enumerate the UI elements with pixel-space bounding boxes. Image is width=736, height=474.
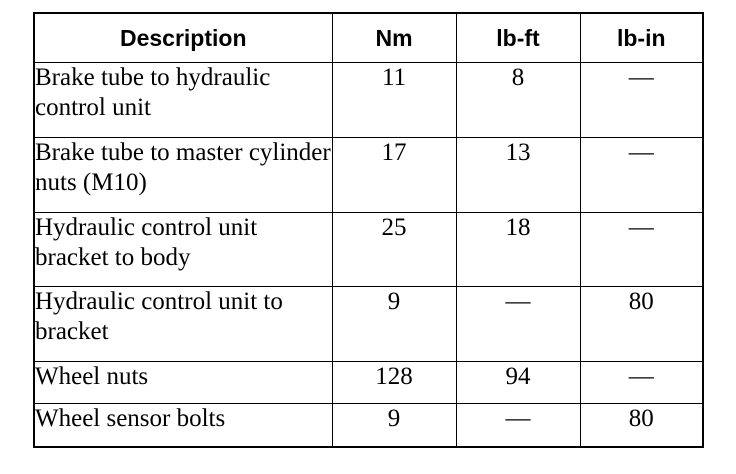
table-row xyxy=(34,63,703,138)
cell-description: Hydraulic control unit bracket to body xyxy=(34,212,332,287)
table-row xyxy=(34,404,703,447)
cell-description: Hydraulic control unit to bracket xyxy=(34,287,332,362)
cell-nm: 9 xyxy=(332,404,456,447)
table-row xyxy=(34,212,703,287)
table-row xyxy=(34,362,703,404)
cell-lbft: 18 xyxy=(456,212,580,287)
torque-spec-table xyxy=(33,12,704,448)
table-header-row xyxy=(34,13,703,63)
cell-description: Wheel sensor bolts xyxy=(34,404,332,447)
cell-lbin: — xyxy=(580,137,703,212)
header-description: Description xyxy=(34,13,332,63)
header-lbin: lb-in xyxy=(580,13,703,63)
cell-lbin: — xyxy=(580,362,703,404)
cell-description: Brake tube to hydraulic control unit xyxy=(34,63,332,138)
cell-lbft: 94 xyxy=(456,362,580,404)
table-row xyxy=(34,137,703,212)
cell-description: Wheel nuts xyxy=(34,362,332,404)
cell-lbin: 80 xyxy=(580,287,703,362)
cell-nm: 128 xyxy=(332,362,456,404)
cell-lbft: — xyxy=(456,404,580,447)
cell-lbft: 13 xyxy=(456,137,580,212)
cell-nm: 17 xyxy=(332,137,456,212)
header-nm: Nm xyxy=(332,13,456,63)
header-lbft: lb-ft xyxy=(456,13,580,63)
cell-description: Brake tube to master cylinder nuts (M10) xyxy=(34,137,332,212)
cell-lbin: 80 xyxy=(580,404,703,447)
cell-lbin: — xyxy=(580,212,703,287)
cell-nm: 25 xyxy=(332,212,456,287)
cell-lbin: — xyxy=(580,63,703,138)
cell-lbft: — xyxy=(456,287,580,362)
cell-nm: 9 xyxy=(332,287,456,362)
cell-lbft: 8 xyxy=(456,63,580,138)
cell-nm: 11 xyxy=(332,63,456,138)
table-row xyxy=(34,287,703,362)
